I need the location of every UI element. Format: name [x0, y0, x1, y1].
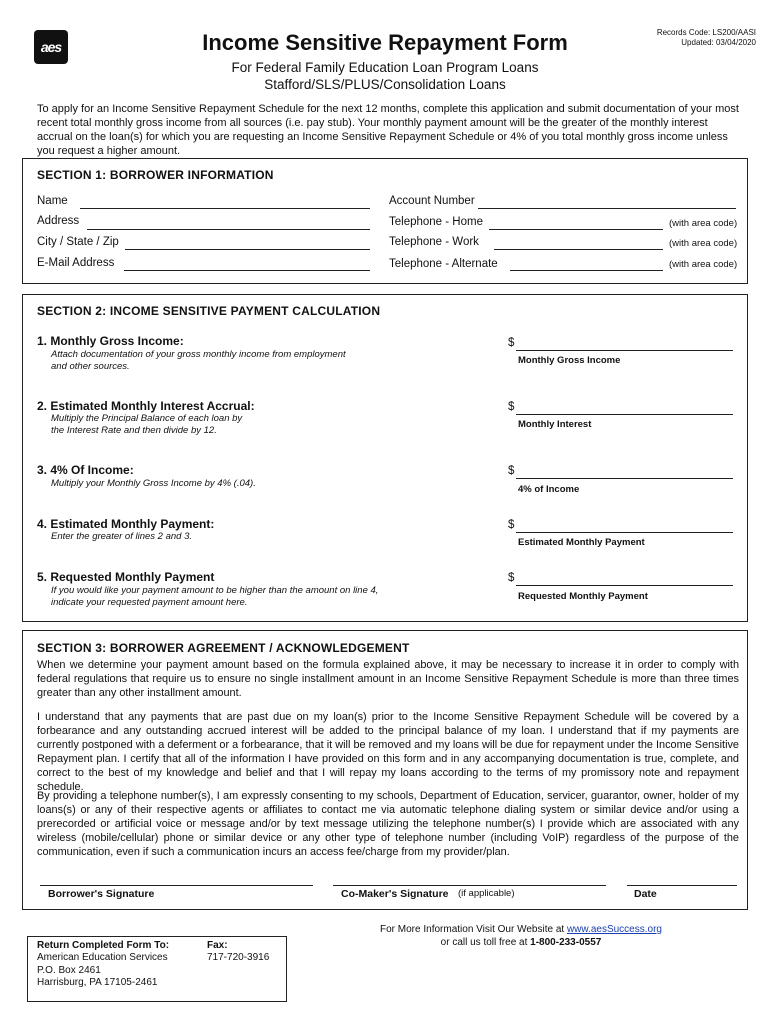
calc-field-label: Monthly Gross Income [518, 355, 621, 366]
borrower-signature-field[interactable] [40, 885, 313, 886]
city-field[interactable] [125, 249, 370, 250]
calc-field-label: 4% of Income [518, 484, 580, 495]
return-address-line: American Education Services [37, 952, 168, 963]
more-info [300, 923, 742, 949]
phone-prefix: or call us toll free at [440, 937, 531, 948]
calc-field-label: Estimated Monthly Payment [518, 537, 645, 548]
fax-number: 717-720-3916 [207, 952, 270, 963]
comaker-signature-label: Co-Maker's Signature [341, 888, 449, 900]
calc-item-title: 5. Requested Monthly Payment [37, 570, 215, 584]
records-code [657, 28, 756, 48]
four-percent-income-field[interactable] [516, 478, 733, 479]
calc-field-label: Requested Monthly Payment [518, 591, 648, 602]
calc-item-title: 1. Monthly Gross Income: [37, 334, 184, 348]
city-label: City / State / Zip [37, 236, 119, 248]
calc-item-desc: Enter the greater of lines 2 and 3. [51, 531, 193, 542]
dollar-sign: $ [508, 572, 515, 584]
calc-item-desc: Multiply the Principal Balance of each loan by [51, 413, 243, 424]
records-code-text: Records Code: LS200/AASI [656, 28, 756, 37]
section2-heading: SECTION 2: INCOME SENSITIVE PAYMENT CALCULATION [37, 304, 381, 318]
aes-logo: aes [34, 30, 68, 64]
comaker-signature-field[interactable] [333, 885, 606, 886]
area-code-note-alt: (with area code) [669, 259, 738, 270]
calc-item-desc: Attach documentation of your gross monthly income from employment [51, 349, 346, 360]
borrower-signature-label: Borrower's Signature [48, 888, 155, 900]
calc-item-title: 4. Estimated Monthly Payment: [37, 517, 215, 531]
estimated-payment-field[interactable] [516, 532, 733, 533]
subtitle-program: For Federal Family Education Loan Program Loans [231, 60, 539, 75]
agreement-paragraph-3: By providing a telephone number(s), I am expressly consenting to my schools, Department of Education, servicer, guarantor, owner, holder of my loans(s) or any of their respective agents or affiliates to contact me via automatic telephone dialing system or similar device and/or using a prerecorded or artificial voice or message and/or by text message utilizing the telephone number(s) I provide which are associated with any wireless (mobile/cellular) phone or similar device or any other type of telephone number (including VoIP) regardless of the purpose of the communication, even if such a communication incurs an access fee/charge from my provider/plan. [37, 790, 739, 858]
intro-paragraph: To apply for an Income Sensitive Repayment Schedule for the next 12 months, complete this application and submit documentation of your most recent total monthly gross income from all sources (i.e. pay stub). Your monthly payment amount will be the greater of the monthly interest accrual on the loan(s) for which you are requesting an Income Sensitive Repayment Schedule or 4% of you total monthly gross income unless you request a higher amount. [37, 103, 739, 157]
email-label: E-Mail Address [37, 257, 115, 269]
calc-field-label: Monthly Interest [518, 419, 592, 430]
dollar-sign: $ [508, 519, 515, 531]
dollar-sign: $ [508, 401, 515, 413]
tel-work-field[interactable] [494, 249, 663, 250]
form-title: Income Sensitive Repayment Form [202, 30, 568, 55]
phone-line [300, 936, 742, 949]
return-address-line: P.O. Box 2461 [37, 964, 101, 976]
area-code-note-work: (with area code) [669, 238, 738, 249]
date-field[interactable] [627, 885, 737, 886]
monthly-interest-field[interactable] [516, 414, 733, 415]
section1-heading: SECTION 1: BORROWER INFORMATION [37, 168, 274, 182]
tel-alt-label: Telephone - Alternate [389, 258, 498, 270]
address-label: Address [37, 215, 80, 227]
toll-free-number: 1-800-233-0557 [530, 937, 602, 948]
return-address-line: Harrisburg, PA 17105-2461 [37, 977, 158, 988]
calc-item-desc: and other sources. [51, 361, 130, 372]
requested-payment-field[interactable] [516, 585, 733, 586]
agreement-paragraph-1: When we determine your payment amount based on the formula explained above, it may be necessary to increase it in order to comply with federal regulations that require us to ensure no single installment amount in an Income Sensitive Repayment Schedule is more than three times greater than any other installment amount. [37, 659, 739, 699]
website-prefix: For More Information Visit Our Website at [380, 924, 567, 935]
name-field[interactable] [80, 208, 370, 209]
updated-date: Updated: 03/04/2020 [681, 38, 756, 47]
dollar-sign: $ [508, 465, 515, 477]
calc-item-title: 3. 4% Of Income: [37, 463, 134, 477]
section3-heading: SECTION 3: BORROWER AGREEMENT / ACKNOWLEDGEMENT [37, 641, 410, 655]
calc-item-title: 2. Estimated Monthly Interest Accrual: [37, 399, 255, 413]
name-label: Name [37, 195, 68, 207]
calc-item-desc: indicate your requested payment amount here. [51, 597, 248, 608]
email-field[interactable] [124, 270, 370, 271]
address-field[interactable] [87, 229, 370, 230]
fax-label: Fax: [207, 940, 228, 951]
return-heading: Return Completed Form To: [37, 940, 170, 951]
subtitle-loans: Stafford/SLS/PLUS/Consolidation Loans [264, 77, 506, 92]
account-label: Account Number [389, 195, 475, 207]
calc-item-desc: the Interest Rate and then divide by 12. [51, 425, 217, 436]
tel-home-label: Telephone - Home [389, 216, 483, 228]
tel-work-label: Telephone - Work [389, 236, 479, 248]
if-applicable-note: (if applicable) [458, 888, 515, 899]
account-field[interactable] [478, 208, 736, 209]
agreement-paragraph-2: I understand that any payments that are past due on my loan(s) prior to the Income Sensitive Repayment Schedule will be covered by a forbearance and any outstanding accrued interest will be added to the principal balance of my loan. I understand that if my payments are currently postponed with a deferment or a forbearance, that it will be removed and my loans will be due for repayment under the Income Sensitive Repayment plan. I certify that all of the information I have provided on this form and in any accompanying documentation is true, complete, and correct to the best of my knowledge and belief and that I will repay my loans according to the terms of my promissory note and repayment schedule. [37, 711, 739, 793]
dollar-sign: $ [508, 337, 515, 349]
return-address [37, 952, 168, 990]
calc-item-desc: If you would like your payment amount to be higher than the amount on line 4, [51, 585, 379, 596]
calc-item-desc: Multiply your Monthly Gross Income by 4% (.04). [51, 478, 256, 489]
tel-home-field[interactable] [489, 229, 663, 230]
area-code-note-home: (with area code) [669, 218, 738, 229]
monthly-gross-income-field[interactable] [516, 350, 733, 351]
website-link[interactable]: www.aesSuccess.org [566, 924, 662, 935]
date-label: Date [634, 888, 657, 900]
tel-alt-field[interactable] [510, 270, 663, 271]
website-line [300, 923, 742, 936]
